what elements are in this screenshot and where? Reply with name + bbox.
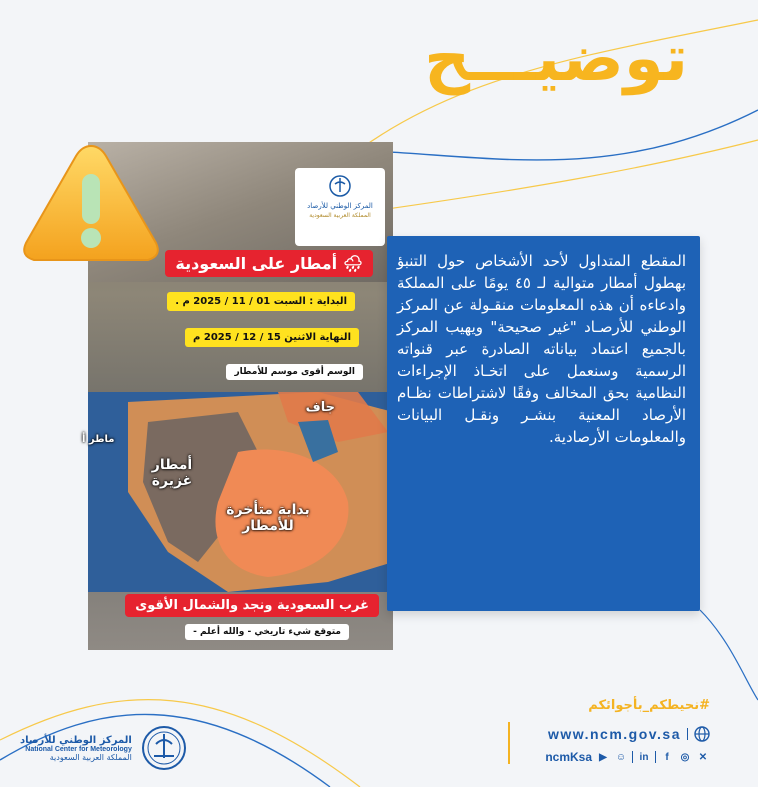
footer-org-arabic: المركز الوطني للأرصاد xyxy=(20,734,132,746)
website-text[interactable]: www.ncm.gov.sa xyxy=(547,726,681,742)
rain-headline-banner xyxy=(165,250,373,277)
facebook-icon[interactable]: f xyxy=(665,751,669,763)
footer-divider xyxy=(508,722,510,764)
map-label-heavy-rain: أمطار غزيرة xyxy=(151,457,193,489)
start-date-banner: البداية : السبت 01 / 11 / 2025 م . xyxy=(167,292,355,311)
thumbnail-logo-text: المركز الوطني للأرصاد xyxy=(307,202,373,210)
arabian-peninsula-map xyxy=(88,392,393,592)
separator xyxy=(655,751,656,763)
map-label-west-edge: ماطر أ xyxy=(82,434,115,445)
linkedin-icon[interactable]: in xyxy=(639,751,649,763)
regions-banner: غرب السعودية ونجد والشمال الأقوى xyxy=(125,594,379,617)
website-link[interactable] xyxy=(548,726,710,742)
separator xyxy=(687,728,688,740)
end-date-banner: النهاية الاثنين 15 / 12 / 2025 م xyxy=(185,328,359,347)
footer-org-names xyxy=(20,735,132,762)
footer-country-arabic: المملكة العربية السعودية xyxy=(49,752,132,762)
ncm-emblem-icon xyxy=(326,174,354,198)
expectation-banner: متوقع شيء تاريخي - والله أعلم - xyxy=(185,624,349,640)
ncm-emblem-icon xyxy=(140,724,188,772)
youtube-icon[interactable]: ▶ xyxy=(599,751,607,763)
thumbnail-logo-subtext: المملكة العربية السعودية xyxy=(309,212,371,219)
snapchat-icon[interactable]: ☺ xyxy=(615,751,627,763)
rain-headline-text: أمطار على السعودية xyxy=(175,254,338,273)
page-title: توضيـــح xyxy=(424,22,688,96)
hashtag[interactable]: #نحيطكم_بأجوائكم xyxy=(588,698,710,713)
footer-org-english: National Center for Meteorology xyxy=(25,745,132,753)
social-handle[interactable]: ncmKsa xyxy=(545,750,592,764)
x-icon[interactable]: ✕ xyxy=(698,751,708,763)
separator xyxy=(632,751,633,763)
ncm-logo-card xyxy=(295,168,385,246)
instagram-icon[interactable]: ◎ xyxy=(680,751,690,763)
social-links xyxy=(545,750,710,764)
map-label-dry: جاف xyxy=(305,400,335,415)
statement-text: المقطع المتداول لأحد الأشخاص حول التنبؤ بهطول أمطار متوالية لـ ٤٥ يومًا على المملكة وادعاءه أن هذه المعلومات منقـولة عن المركز الوطني للأرصـاد "غير صحيحة" ويهيب المركز بالجميع اعتماد بياناته الصادرة عبر قنواته الرسمية وسنعمل على اتخـاذ الإجراءات النظامية بحق المخالف وفقًا لاشتراطات نظـام الأرصاد المعنية بنشـر ونقـل البيانات والمعلومات الأرصادية. xyxy=(397,252,687,446)
rain-cloud-icon: 🌧 xyxy=(342,254,363,273)
warning-icon xyxy=(16,138,166,268)
globe-icon xyxy=(694,726,710,742)
statement-panel xyxy=(387,236,700,611)
footer-logo xyxy=(20,716,228,780)
map-label-late-start: بداية متأخرة للأمطار xyxy=(226,502,310,534)
season-banner: الوسم أقوى موسم للأمطار xyxy=(226,364,363,380)
